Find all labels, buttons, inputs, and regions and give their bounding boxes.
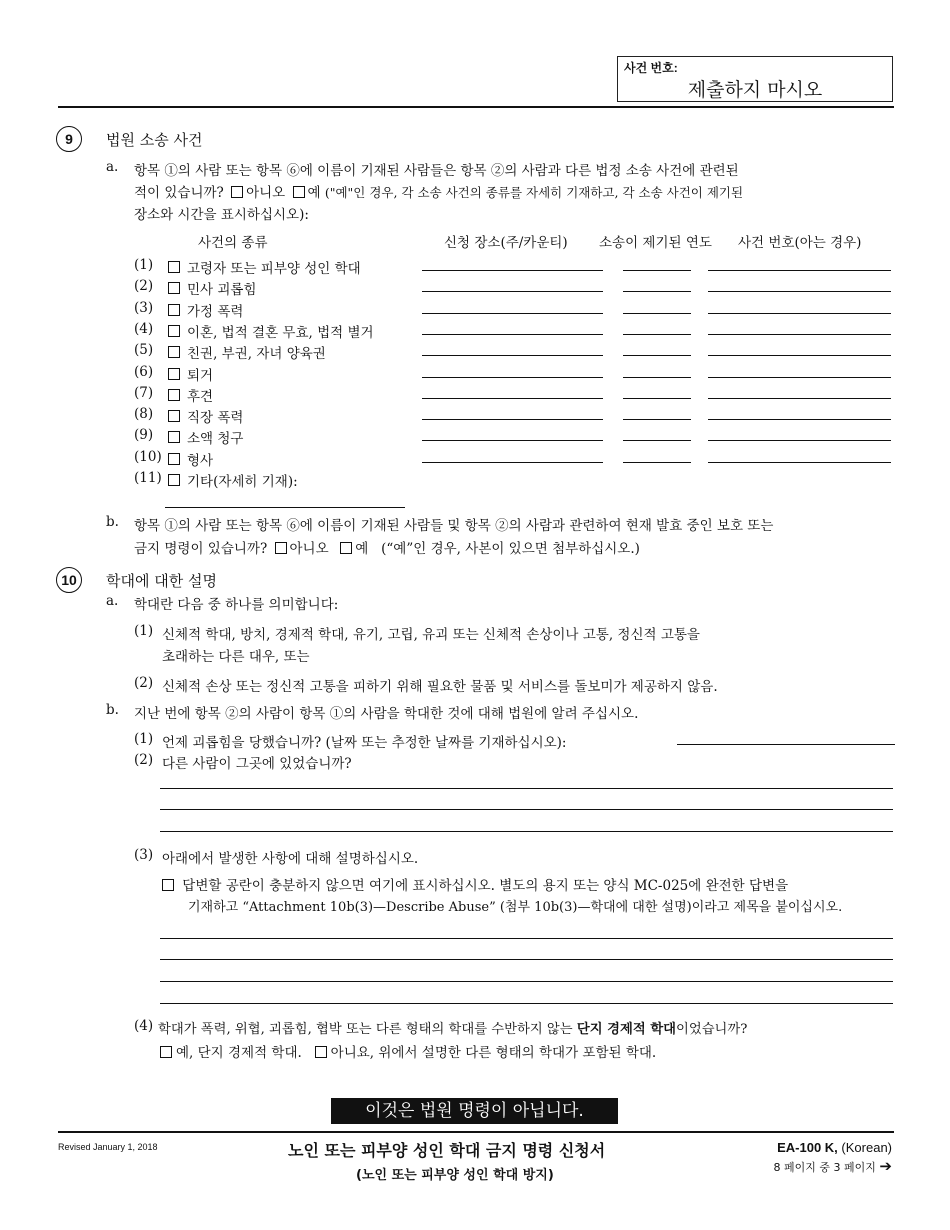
b4-yes-checkbox[interactable] — [160, 1046, 172, 1058]
s10b3-text: 아래에서 발생한 사항에 대해 설명하십시오. — [162, 851, 419, 867]
year-field[interactable] — [623, 334, 691, 335]
case-type-number: (5) — [134, 342, 154, 358]
s10b3-num: (3) — [134, 847, 154, 863]
case-type-label: 형사 — [187, 453, 214, 469]
case-type-checkbox[interactable] — [168, 431, 180, 443]
s9a-line2 — [134, 181, 743, 201]
revised-date: Revised January 1, 2018 — [58, 1142, 158, 1152]
year-field[interactable] — [623, 462, 691, 463]
case-type-label: 직장 폭력 — [187, 410, 244, 426]
case-type-number: (2) — [134, 278, 154, 294]
case-type-number: (1) — [134, 257, 154, 273]
s10a1-num: (1) — [134, 623, 154, 639]
s10b1-num: (1) — [134, 731, 154, 747]
s9b-line1: 항목 ①의 사람 또는 항목 ⑥에 이름이 기재된 사람들 및 항목 ②의 사람과 관련하여 현재 발효 중인 보호 또는 — [134, 518, 774, 534]
s10a1-line1: 신체적 학대, 방치, 경제적 학대, 유기, 고립, 유괴 또는 신체적 손상이나 고통, 정신적 고통을 — [162, 627, 700, 643]
describe-line-3[interactable] — [160, 981, 893, 982]
case-number-field[interactable] — [708, 313, 891, 314]
case-type-checkbox[interactable] — [168, 325, 180, 337]
s10b4-post: 이었습니까? — [676, 1022, 748, 1037]
s10b4-bold: 단지 경제적 학대 — [576, 1022, 677, 1037]
form-id — [777, 1140, 892, 1155]
year-field[interactable] — [623, 291, 691, 292]
attachment-checkbox[interactable] — [162, 879, 174, 891]
case-type-checkbox[interactable] — [168, 346, 180, 358]
section-9-title: 법원 소송 사건 — [106, 131, 203, 149]
describe-line-2[interactable] — [160, 959, 893, 960]
case-type-checkbox[interactable] — [168, 453, 180, 465]
section-10-title: 학대에 대한 설명 — [106, 572, 217, 590]
footer-subtitle: (노인 또는 피부양 성인 학대 방지) — [356, 1168, 554, 1183]
case-type-number: (8) — [134, 406, 154, 422]
s9b-no-checkbox[interactable] — [275, 542, 287, 554]
case-type-checkbox[interactable] — [168, 282, 180, 294]
s10a-marker: a. — [106, 593, 119, 609]
case-type-label: 고령자 또는 피부양 성인 학대 — [187, 261, 361, 277]
case-type-checkbox[interactable] — [168, 410, 180, 422]
case-number-field[interactable] — [708, 377, 891, 378]
form-id-code: EA-100 K, — [777, 1140, 838, 1155]
year-field[interactable] — [623, 377, 691, 378]
case-type-number: (6) — [134, 364, 154, 380]
case-type-checkbox[interactable] — [168, 474, 180, 486]
s10b3-attachment-option — [162, 874, 788, 894]
venue-field[interactable] — [422, 419, 603, 420]
s9a-marker: a. — [106, 159, 119, 175]
b4-no-label: 아니요, 위에서 설명한 다른 형태의 학대가 포함된 학대. — [330, 1045, 657, 1061]
s10b-text: 지난 번에 항목 ②의 사람이 항목 ①의 사람을 학대한 것에 대해 법원에 알려 주십시오. — [134, 706, 639, 722]
footer-title: 노인 또는 피부양 성인 학대 금지 명령 신청서 — [288, 1141, 606, 1160]
venue-field[interactable] — [422, 377, 603, 378]
case-number-field[interactable] — [708, 398, 891, 399]
s10a2-text: 신체적 손상 또는 정신적 고통을 피하기 위해 필요한 물품 및 서비스를 돌보미가 제공하지 않음. — [162, 679, 718, 695]
case-type-label: 후견 — [187, 389, 214, 405]
s10b1-text: 언제 괴롭힘을 당했습니까? (날짜 또는 추정한 날짜를 기재하십시오): — [162, 735, 567, 751]
do-not-file-label: 제출하지 마시오 — [687, 79, 823, 101]
section-10-number: 10 — [56, 567, 82, 593]
others-present-line-1[interactable] — [160, 788, 893, 789]
venue-field[interactable] — [422, 462, 603, 463]
s9a-yes-label: 예 — [307, 185, 321, 201]
s9b-instruction: (“예”인 경우, 사본이 있으면 첨부하십시오.) — [381, 541, 640, 557]
venue-field[interactable] — [422, 398, 603, 399]
s9b-marker: b. — [106, 514, 119, 530]
case-type-number: (4) — [134, 321, 154, 337]
venue-field[interactable] — [422, 334, 603, 335]
case-type-label: 퇴거 — [187, 368, 214, 384]
others-present-line-2[interactable] — [160, 809, 893, 810]
venue-field[interactable] — [422, 440, 603, 441]
s10b4-pre: 학대가 폭력, 위협, 괴롭힘, 협박 또는 다른 형태의 학대를 수반하지 않는 — [158, 1022, 573, 1037]
case-type-checkbox[interactable] — [168, 389, 180, 401]
others-present-line-3[interactable] — [160, 831, 893, 832]
s9a-question: 적이 있습니까? — [134, 185, 224, 201]
case-type-label: 이혼, 법적 결혼 무효, 법적 별거 — [187, 325, 374, 341]
header-rule — [58, 106, 894, 108]
case-type-label: 가정 폭력 — [187, 304, 244, 320]
venue-field[interactable] — [422, 291, 603, 292]
b4-yes-label: 예, 단지 경제적 학대. — [176, 1045, 302, 1061]
venue-field[interactable] — [422, 270, 603, 271]
case-type-number: (3) — [134, 300, 154, 316]
attachment-line2: 기재하고 “Attachment 10b(3)—Describe Abuse” (첨부 10b(3)—학대에 대한 설명)이라고 제목을 붙이십시오. — [188, 900, 843, 915]
case-type-label: 기타(자세히 기재): — [187, 474, 298, 490]
year-field[interactable] — [623, 270, 691, 271]
s9b-yes-label: 예 — [355, 541, 369, 557]
s10b4-question — [158, 1018, 747, 1037]
case-number-field[interactable] — [708, 440, 891, 441]
col-venue: 신청 장소(주/카운티) — [444, 235, 568, 251]
s9a-no-checkbox[interactable] — [231, 186, 243, 198]
case-type-checkbox[interactable] — [168, 304, 180, 316]
s9a-instruction: ("예"인 경우, 각 소송 사건의 종류를 자세히 기재하고, 각 소송 사건이 제기된 — [324, 185, 744, 200]
describe-line-1[interactable] — [160, 938, 893, 939]
s10a1-line2: 초래하는 다른 대우, 또는 — [162, 649, 310, 665]
case-type-label: 친권, 부권, 자녀 양육권 — [187, 346, 326, 362]
describe-line-4[interactable] — [160, 1003, 893, 1004]
case-type-label: 소액 청구 — [187, 431, 244, 447]
attachment-line1: 답변할 공란이 충분하지 않으면 여기에 표시하십시오. 별도의 용지 또는 양식 MC-025에 완전한 답변을 — [182, 878, 789, 894]
s9b-question: 금지 명령이 있습니까? — [134, 541, 268, 557]
not-court-order-banner: 이것은 법원 명령이 아닙니다. — [331, 1098, 618, 1124]
s9a-no-label: 아니오 — [246, 185, 286, 201]
footer-rule — [58, 1131, 894, 1133]
b4-no-checkbox[interactable] — [315, 1046, 327, 1058]
year-field[interactable] — [623, 313, 691, 314]
year-field[interactable] — [623, 398, 691, 399]
s9a-yes-checkbox[interactable] — [293, 186, 305, 198]
section-9-number: 9 — [56, 126, 82, 152]
other-specify-line[interactable] — [165, 507, 405, 508]
s9a-line1: 항목 ①의 사람 또는 항목 ⑥에 이름이 기재된 사람들은 항목 ②의 사람과 다른 법정 소송 사건에 관련된 — [134, 163, 739, 179]
case-type-checkbox[interactable] — [168, 368, 180, 380]
s10b4-num: (4) — [134, 1018, 154, 1034]
s10a2-num: (2) — [134, 675, 154, 691]
case-type-checkbox[interactable] — [168, 261, 180, 273]
arrow-right-icon: ➔ — [879, 1157, 892, 1175]
case-type-number: (11) — [134, 470, 162, 486]
case-type-number: (10) — [134, 449, 162, 465]
case-number-field[interactable] — [708, 419, 891, 420]
case-type-number: (7) — [134, 385, 154, 401]
s9b-line2 — [134, 537, 640, 557]
col-year: 소송이 제기된 연도 — [599, 235, 712, 251]
s9a-line3: 장소와 시간을 표시하십시오): — [134, 207, 309, 223]
case-number-box — [617, 56, 893, 102]
year-field[interactable] — [623, 355, 691, 356]
venue-field[interactable] — [422, 313, 603, 314]
s10b2-text: 다른 사람이 그곳에 있었습니까? — [162, 756, 352, 772]
venue-field[interactable] — [422, 355, 603, 356]
s10b-marker: b. — [106, 702, 119, 718]
col-case-type: 사건의 종류 — [198, 235, 268, 251]
s10b2-num: (2) — [134, 752, 154, 768]
page-indicator — [774, 1157, 892, 1175]
s9b-no-label: 아니오 — [289, 541, 329, 557]
abuse-date-field[interactable] — [677, 744, 895, 745]
case-type-number: (9) — [134, 427, 154, 443]
case-number-field[interactable] — [708, 291, 891, 292]
case-number-field[interactable] — [708, 334, 891, 335]
page-number: 8 페이지 중 3 페이지 — [773, 1161, 876, 1174]
form-language: (Korean) — [841, 1140, 892, 1155]
s10b4-options — [160, 1041, 656, 1061]
s9b-yes-checkbox[interactable] — [340, 542, 352, 554]
year-field[interactable] — [623, 419, 691, 420]
case-number-field[interactable] — [708, 462, 891, 463]
case-number-label: 사건 번호: — [624, 61, 678, 75]
case-number-field[interactable] — [708, 355, 891, 356]
year-field[interactable] — [623, 440, 691, 441]
case-type-label: 민사 괴롭힘 — [187, 282, 257, 298]
case-number-field[interactable] — [708, 270, 891, 271]
s10a-text: 학대란 다음 중 하나를 의미합니다: — [134, 597, 339, 613]
col-case-number: 사건 번호(아는 경우) — [738, 235, 862, 251]
